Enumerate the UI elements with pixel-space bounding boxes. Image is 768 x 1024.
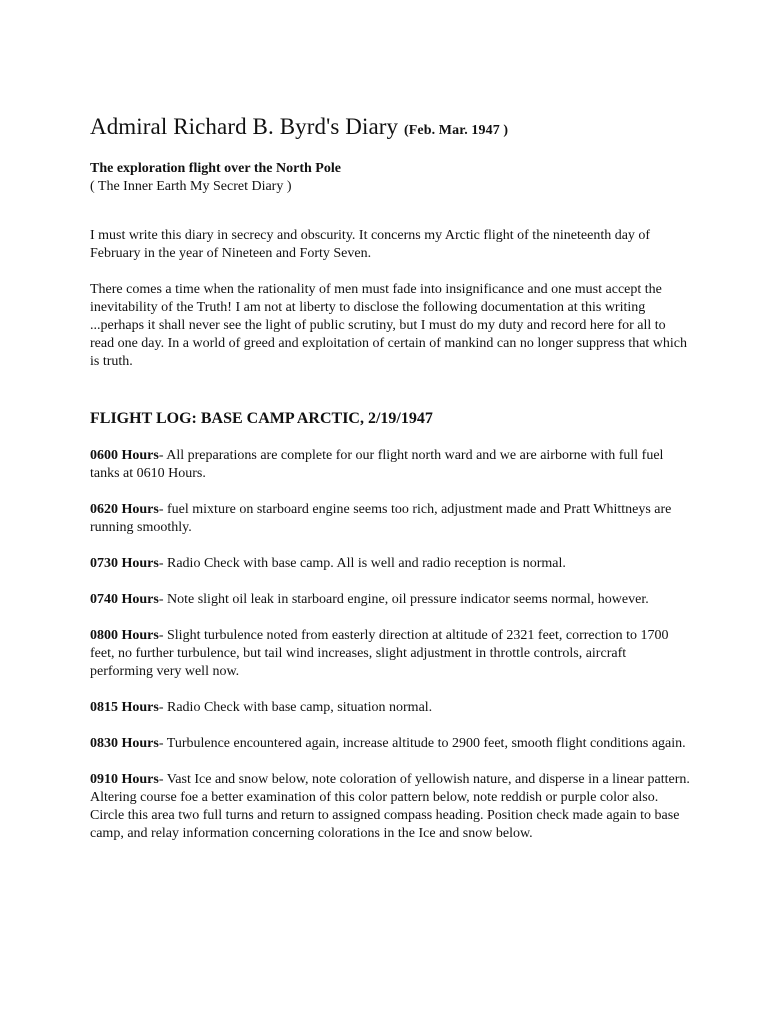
log-entry-time: 0740 Hours [90,592,159,607]
log-entry [90,699,690,717]
title-date: (Feb. Mar. 1947 ) [403,123,509,138]
log-entry-time: 0600 Hours [90,448,159,463]
log-entry-text: - Radio Check with base camp, situation normal. [158,700,433,715]
subtitle-bold: The exploration flight over the North Pole [90,161,341,176]
log-entry-time: 0815 Hours [90,700,159,715]
log-entry-text: - Radio Check with base camp. All is well and radio reception is normal. [158,556,566,571]
log-entry-time: 0830 Hours [90,736,159,751]
log-entry-text: - Slight turbulence noted from easterly direction at altitude of 2321 feet, correction to 1700 feet, no further turbulence, but tail wind increases, slight adjustment in throttle controls, aircraft performing very well now. [90,628,669,679]
log-entry [90,555,690,573]
subtitle-block [90,160,690,196]
document-page [90,112,690,861]
log-entry [90,627,690,681]
log-entries [90,447,690,843]
log-entry-text: - Vast Ice and snow below, note coloration of yellowish nature, and disperse in a linear pattern. Altering course foe a better examination of this color pattern below, note reddish or purple color also. Circle this area two full turns and return to assigned compass heading. Position check made again to base camp, and relay information concerning colorations in the Ice and snow below. [90,772,690,841]
subtitle-plain: ( The Inner Earth My Secret Diary ) [90,179,292,194]
log-entry-time: 0800 Hours [90,628,159,643]
log-entry-time: 0620 Hours [90,502,159,517]
flight-log-heading: FLIGHT LOG: BASE CAMP ARCTIC, 2/19/1947 [90,410,433,427]
log-entry-text: - Turbulence encountered again, increase altitude to 2900 feet, smooth flight conditions again. [158,736,686,751]
intro-section [90,227,690,371]
log-entry [90,447,690,483]
title-text: Admiral Richard B. Byrd's Diary [90,114,399,139]
document-title [90,112,690,146]
intro-paragraph: I must write this diary in secrecy and obscurity. It concerns my Arctic flight of the nineteenth day of February in the year of Nineteen and Forty Seven. [90,228,651,261]
log-entry [90,501,690,537]
log-entry-time: 0730 Hours [90,556,159,571]
log-entry [90,735,690,753]
log-entry-text: - All preparations are complete for our flight north ward and we are airborne with full fuel tanks at 0610 Hours. [90,448,664,481]
log-entry-text: - Note slight oil leak in starboard engine, oil pressure indicator seems normal, however. [158,592,649,607]
log-entry-time: 0910 Hours [90,772,159,787]
log-entry [90,591,690,609]
log-entry-text: - fuel mixture on starboard engine seems too rich, adjustment made and Pratt Whittneys are running smoothly. [90,502,672,535]
intro-paragraph: There comes a time when the rationality of men must fade into insignificance and one must accept the inevitability of the Truth! I am not at liberty to disclose the following documentation at this writing ...perhaps it shall never see the light of public scrutiny, but I must do my duty and record here for all to read one day. In a world of greed and exploitation of certain of mankind can no longer suppress that which is truth. [90,282,688,369]
log-entry [90,771,690,843]
